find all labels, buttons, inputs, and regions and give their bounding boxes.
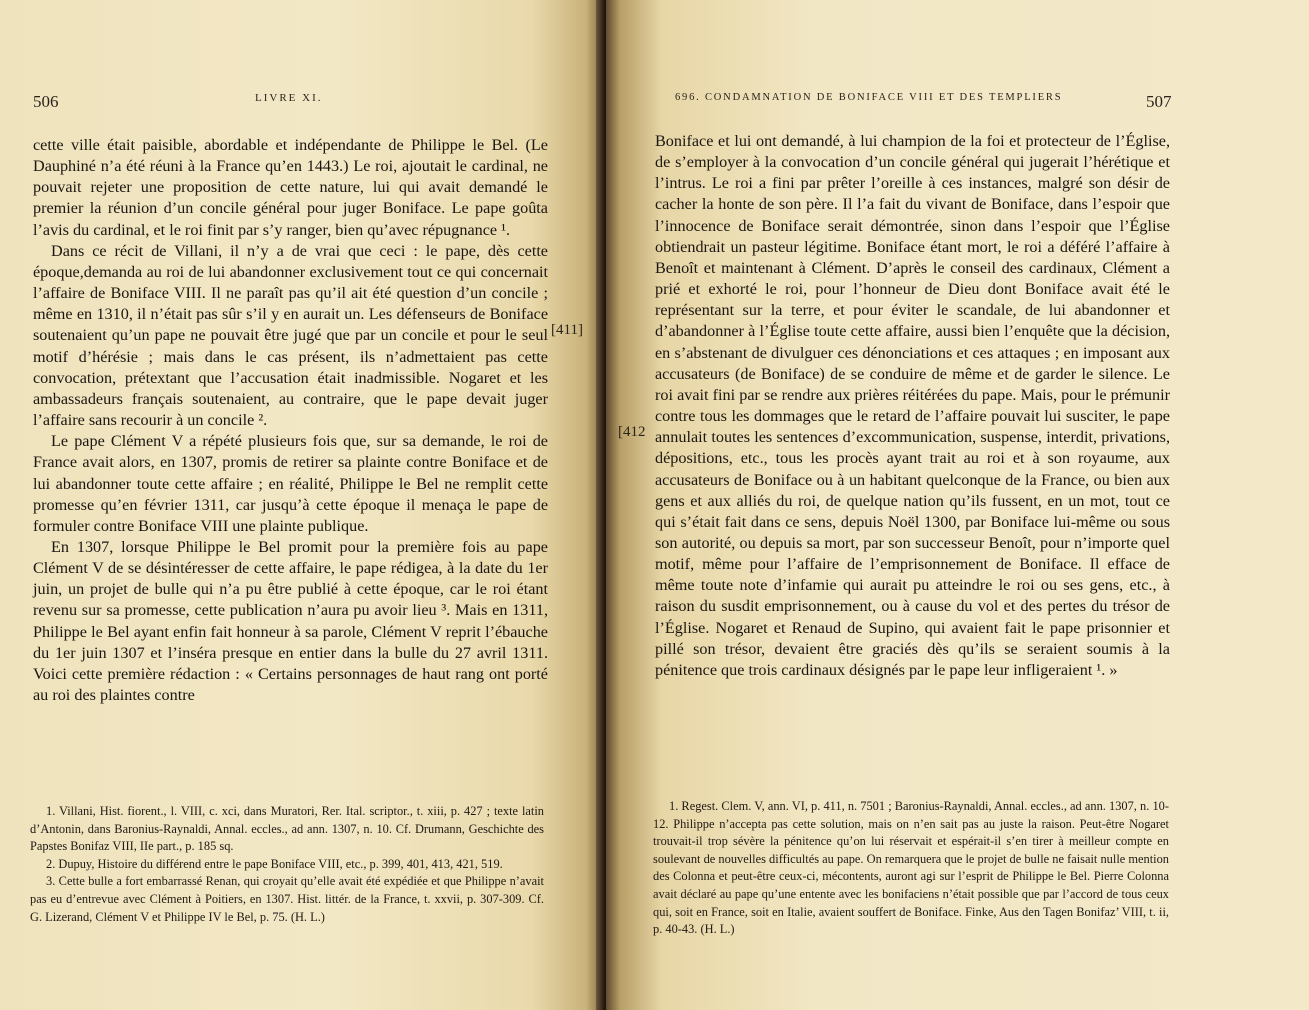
footnote: 1. Regest. Clem. V, ann. VI, p. 411, n. 7501 ; Baronius-Raynaldi, Annal. eccles., ad ann. 1307, n. 10-12. Philippe n’accepta pas cette solution, mais on n’en sait pas au juste la raison. Peut-être Nogaret trouvait-il trop sévère la pénitence qu’on lui réservait et espérait-il s’en tirer à meilleur compte en soulevant de nouvelles difficultés au pape. On remarquera que le projet de bulle ne faisait nulle mention des Colonna et peut-être ceux-ci, mécontents, auront agi sur l’esprit de Philippe le Bel. Pierre Colonna avait déclaré au pape qu’une entente avec les bonifaciens n’était possible que par l’accord de tous ceux qui, soit en France, soit en Italie, avaient souffert de Boniface. Finke, Aus den Tagen Bonifaz’ VIII, t. ii, p. 40-43. (H. L.) xyxy=(653,799,1169,937)
paragraph: cette ville était paisible, abordable et indépendante de Philippe le Bel. (Le Dauphiné n’a été réuni à la France qu’en 1443.) Le roi, ajoutait le cardinal, ne pouvait rejeter une proposition de cette nature, lui qui avait demandé le premier la réunion d’un concile général pour juger Boniface. Le pape goûta l’avis du cardinal, et le roi finit par s’y ranger, bien qu’avec répugnance ¹. xyxy=(33,136,548,239)
running-head: LIVRE XI. xyxy=(255,92,323,104)
footnote: 1. Villani, Hist. fiorent., l. VIII, c. xci, dans Muratori, Rer. Ital. scriptor., t. xiii, p. 427 ; texte latin d’Antonin, dans Baronius-Raynaldi, Annal. eccles., ad ann. 1307, n. 10. Cf. Drumann, Geschichte des Papstes Bonifaz VIII, IIe part., p. 185 sq. xyxy=(30,804,544,854)
page-number: 506 xyxy=(33,92,59,111)
margin-page-reference: [412 xyxy=(618,424,646,440)
footnotes xyxy=(653,798,1169,939)
main-text xyxy=(33,135,548,706)
paragraph: Dans ce récit de Villani, il n’y a de vrai que ceci : le pape, dès cette époque,demanda au roi de lui abandonner exclusivement tout ce qui concernait l’affaire de Boniface VIII. Il ne paraît pas qu’il ait été question d’un concile ; même en 1310, il n’était pas sûr s’il y en aurait un. Les défenseurs de Boniface soutenaient qu’un pape ne pouvait être jugé que par un concile et pour le seul motif d’hérésie ; mais dans le cas présent, ils n’admettaient pas cette convocation, prétextant que l’accusation était inadmissible. Nogaret et les ambassadeurs français soutenaient, au contraire, que le pape devait juger l’affaire sans recourir à un concile ². xyxy=(33,241,548,430)
margin-page-reference: [411] xyxy=(551,322,583,338)
main-text xyxy=(655,131,1170,681)
paragraph: Boniface et lui ont demandé, à lui champion de la foi et protecteur de l’Église, de s’employer à la convocation d’un concile général qui jugerait l’hérétique et l’intrus. Le roi a fini par prêter l’oreille à ces instances, malgré son désir de cacher la honte de son père. Il l’a fait du vivant de Boniface, dans l’espoir que l’innocence de Boniface serait démontrée, sinon dans l’espoir que l’Église obtiendrait un pasteur légitime. Boniface étant mort, le roi a déféré l’affaire à Benoît et maintenant à Clément. D’après le conseil des cardinaux, Clément a prié et exhorté le roi, pour l’honneur de Dieu dont Boniface avait été le représentant sur la terre, et pour éviter le scandale, de lui abandonner et d’abandonner à l’Église toute cette affaire, aussi bien l’enquête que la décision, en s’abstenant de divulguer ces dénonciations et ces attaques ; en imposant aux accusateurs (de Boniface) de se conduire de même et de garder le silence. Le roi avait fini par se rendre aux prières réitérées du pape. Mais, pour le prémunir contre tous les dommages que le retard de l’affaire pouvait lui susciter, le pape annulait toutes les sentences d’excommunication, suspense, interdit, privations, dépositions, etc., tous les procès ayant trait au roi et à son royaume, aux accusateurs de Boniface ou à un habitant quelconque de la France, ou bien aux gens et aux alliés du roi, de quelque nation qu’ils fussent, en un mot, tout ce qui s’était fait dans ce sens, depuis Noël 1300, par Boniface lui-même ou sous son autorité, ou depuis sa mort, par son successeur Benoît, pour n’importe quel motif, même pour l’affaire de l’emprisonnement de Boniface. Il efface de même toute note d’infamie qui aurait pu atteindre le roi ou ses gens, etc., à raison du susdit emprisonnement, ou à cause du vol et des pertes du trésor de l’Église. Nogaret et Renaud de Supino, qui avaient fait le pape prisonnier et pillé son trésor, devaient être graciés dès qu’ils se seraient soumis à la pénitence que trois cardinaux désignés par le pape leur infligeraient ¹. » xyxy=(655,132,1170,679)
footnote: 2. Dupuy, Histoire du différend entre le pape Boniface VIII, etc., p. 399, 401, 413, 421, 519. xyxy=(46,856,503,871)
left-page xyxy=(0,0,604,1010)
paragraph: Le pape Clément V a répété plusieurs fois que, sur sa demande, le roi de France avait alors, en 1307, promis de retirer sa plainte contre Boniface et de lui abandonner toute cette affaire ; en réalité, Philippe le Bel ne remplit cette promesse qu’en février 1311, car jusqu’à cette époque il menaça le pape de formuler contre Boniface VIII une plainte publique. xyxy=(33,432,548,535)
paragraph: En 1307, lorsque Philippe le Bel promit pour la première fois au pape Clément V de se désintéresser de cette affaire, le pape rédigea, à la date du 1er juin, un projet de bulle qui n’a pu être publié à cette époque, car le roi étant revenu sur sa promesse, cette publication n’aura pu avoir lieu ³. Mais en 1311, Philippe le Bel ayant enfin fait honneur à sa parole, Clément V reprit l’ébauche du 1er juin 1307 et l’inséra presque en entier dans la bulle du 27 avril 1311. Voici cette première rédaction : « Certains personnages de haut rang ont porté au roi des plaintes contre xyxy=(33,537,548,705)
page-number: 507 xyxy=(1146,92,1172,111)
footnotes xyxy=(30,803,544,926)
running-head: 696. CONDAMNATION DE BONIFACE VIII ET DES TEMPLIERS xyxy=(675,92,1063,103)
footnote: 3. Cette bulle a fort embarrassé Renan, qui croyait qu’elle avait été expédiée et que Philippe n’avait pas eu d’entrevue avec Clément à Poitiers, en 1307. Hist. littér. de la France, t. xxvii, p. 307-309. Cf. G. Lizerand, Clément V et Philippe IV le Bel, p. 75. (H. L.) xyxy=(30,874,544,924)
right-page xyxy=(606,0,1309,1010)
